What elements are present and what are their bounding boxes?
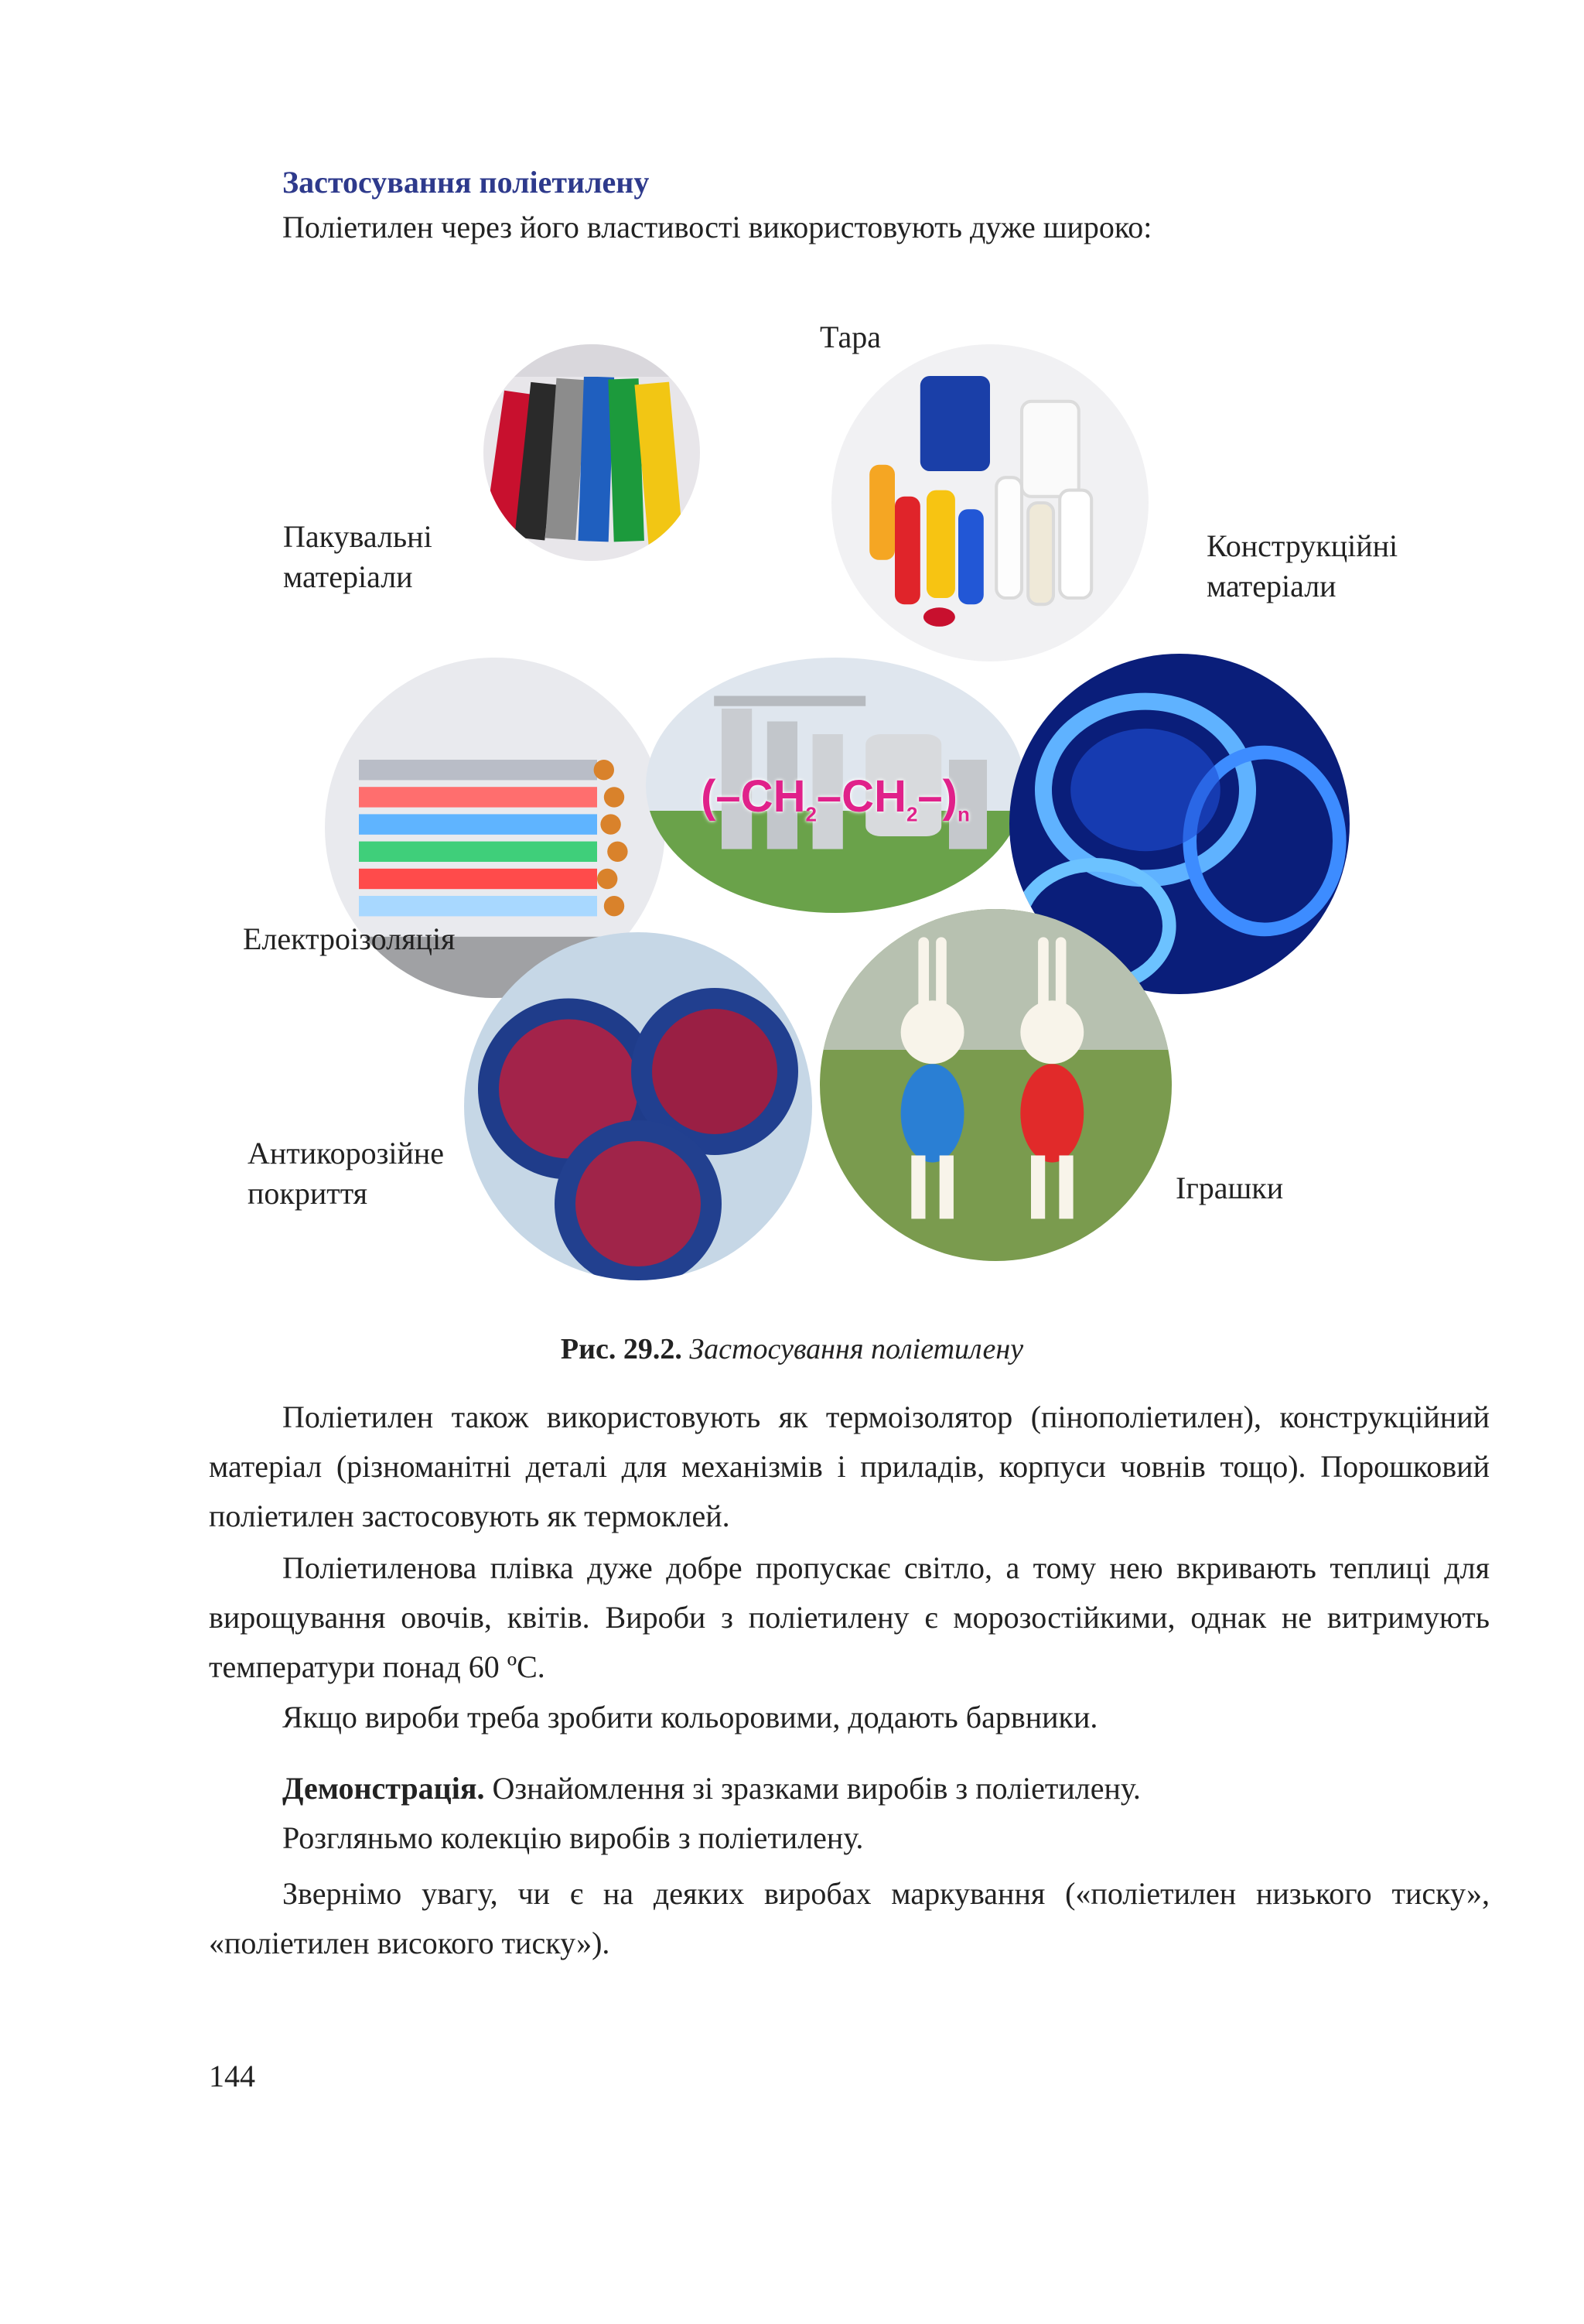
polyethylene-formula: $(-CH_2-CH_2-)_n$ <box>701 771 970 826</box>
caption-text: Застосування поліетилену <box>689 1333 1024 1365</box>
caption-number: Рис. 29.2. <box>560 1333 682 1365</box>
containers-photo <box>831 344 1149 661</box>
center-plant-photo <box>646 658 1025 913</box>
label-electro: Електроізоляція <box>243 921 456 956</box>
paragraph-1: Поліетилен також використовують як термоізолятор (пінополіетилен), конструкційний матеріал (різноманітні деталі для механізмів і приладів, корпуси човнів тощо). Порошковий поліетилен застосовують як термоклей. <box>209 1400 1490 1533</box>
label-packaging: Пакувальні матеріали <box>283 519 432 594</box>
intro-text: Поліетилен через його властивості використовують дуже широко: <box>282 210 1152 244</box>
section-heading: Застосування поліетилену <box>282 165 650 200</box>
paragraph-3: Якщо вироби треба зробити кольоровими, додають барвники. <box>282 1700 1098 1734</box>
anticorrosion-pipes-photo <box>464 932 812 1280</box>
demonstration-line <box>282 1770 1141 1806</box>
label-tara: Тара <box>820 320 881 354</box>
figure-polyethylene-uses <box>232 302 1408 1292</box>
toys-photo <box>820 909 1172 1261</box>
paragraph-5: Звернімо увагу, чи є на деяких виробах маркування («поліетилен низького тиску», «поліетилен високого тиску»). <box>209 1876 1490 1960</box>
figure-caption <box>0 1332 1584 1366</box>
page-number: 144 <box>209 2059 255 2093</box>
demonstration-text: Ознайомлення зі зразками виробів з поліетилену. <box>484 1771 1141 1806</box>
label-construction: Конструкційні матеріали <box>1207 528 1398 603</box>
demonstration-label: Демонстрація. <box>282 1771 485 1806</box>
packaging-photo <box>483 344 700 561</box>
label-toys: Іграшки <box>1176 1171 1284 1205</box>
paragraph-4: Розгляньмо колекцію виробів з поліетилену. <box>282 1820 864 1855</box>
label-anticorrosion: Антикорозійне покриття <box>248 1136 445 1211</box>
paragraph-2: Поліетиленова плівка дуже добре пропускає світло, а тому нею вкривають теплиці для вирощування овочів, квітів. Вироби з поліетилену є морозостійкими, однак не витримують температури понад 60 ºС. <box>209 1550 1490 1684</box>
